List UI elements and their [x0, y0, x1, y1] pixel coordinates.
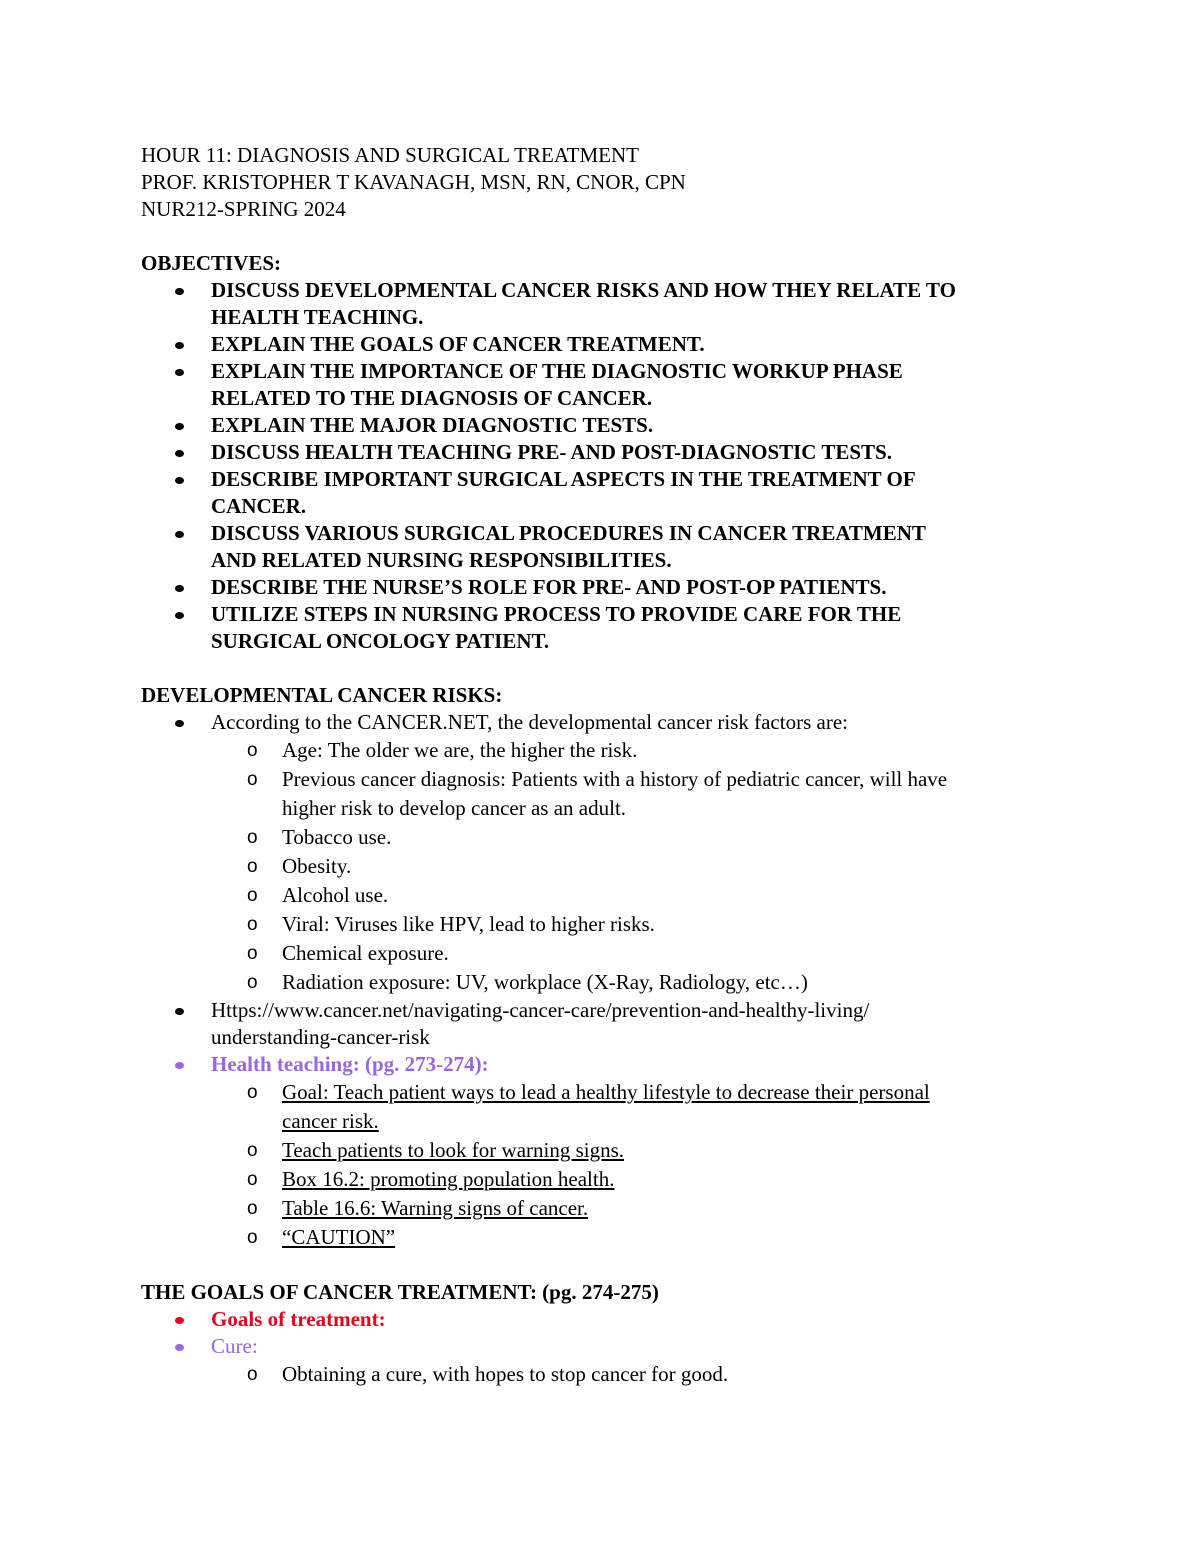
list-item: DESCRIBE IMPORTANT SURGICAL ASPECTS IN THE TREATMENT OF CANCER. [141, 466, 1061, 520]
list-item: o Radiation exposure: UV, workplace (X-Ray, Radiology, etc…) [141, 968, 1061, 997]
health-teaching-heading: Health teaching: (pg. 273-274): [141, 1051, 1061, 1078]
list-item: EXPLAIN THE IMPORTANCE OF THE DIAGNOSTIC WORKUP PHASE RELATED TO THE DIAGNOSIS OF CANCER. [141, 358, 1061, 412]
list-item: UTILIZE STEPS IN NURSING PROCESS TO PROVIDE CARE FOR THE SURGICAL ONCOLOGY PATIENT. [141, 601, 1061, 655]
bullet-icon [175, 342, 184, 349]
list-item: o Viral: Viruses like HPV, lead to higher risks. [141, 910, 1061, 939]
list-item: DISCUSS DEVELOPMENTAL CANCER RISKS AND HOW THEY RELATE TO HEALTH TEACHING. [141, 277, 1061, 331]
list-item: o Obtaining a cure, with hopes to stop cancer for good. [141, 1360, 1061, 1389]
list-item: o Table 16.6: Warning signs of cancer. [141, 1194, 1061, 1223]
circle-bullet-icon: o [247, 1227, 258, 1248]
bullet-icon [175, 1317, 184, 1324]
circle-bullet-icon: o [247, 1140, 258, 1161]
list-item: o Tobacco use. [141, 823, 1061, 852]
circle-bullet-icon: o [247, 827, 258, 848]
professor-line: PROF. KRISTOPHER T KAVANAGH, MSN, RN, CNOR, CPN [141, 170, 686, 194]
list-item: EXPLAIN THE GOALS OF CANCER TREATMENT. [141, 331, 1061, 358]
bullet-icon [175, 450, 184, 457]
course-title: HOUR 11: DIAGNOSIS AND SURGICAL TREATMENT [141, 143, 639, 167]
bullet-icon [175, 423, 184, 430]
bullet-icon [175, 531, 184, 538]
document-content [141, 142, 1061, 1389]
objectives-heading: OBJECTIVES: [141, 251, 282, 275]
list-item: o Goal: Teach patient ways to lead a healthy lifestyle to decrease their personal cancer risk. [247, 1080, 930, 1133]
reference-link[interactable]: Https://www.cancer.net/navigating-cancer-care/prevention-and-healthy-living/ understanding-cancer-risk [141, 997, 1061, 1051]
developmental-heading: DEVELOPMENTAL CANCER RISKS: [141, 683, 503, 707]
circle-bullet-icon: o [247, 740, 258, 761]
bullet-icon [175, 1008, 184, 1015]
bullet-icon [175, 477, 184, 484]
goals-of-treatment: Goals of treatment: [141, 1306, 1061, 1333]
circle-bullet-icon: o [247, 1082, 258, 1103]
bullet-icon [175, 369, 184, 376]
bullet-icon [175, 1062, 184, 1069]
circle-bullet-icon: o [247, 972, 258, 993]
list-item: DESCRIBE THE NURSE’S ROLE FOR PRE- AND POST-OP PATIENTS. [141, 574, 1061, 601]
list-item: DISCUSS VARIOUS SURGICAL PROCEDURES IN CANCER TREATMENT AND RELATED NURSING RESPONSIBILITIES. [141, 520, 1061, 574]
circle-bullet-icon: o [247, 914, 258, 935]
list-item: o Chemical exposure. [141, 939, 1061, 968]
circle-bullet-icon: o [247, 1169, 258, 1190]
list-item: o Obesity. [141, 852, 1061, 881]
list-item: o Age: The older we are, the higher the risk. [141, 736, 1061, 765]
list-item: o Teach patients to look for warning signs. [141, 1136, 1061, 1165]
circle-bullet-icon: o [247, 1364, 258, 1385]
health-teaching-list [141, 1078, 1061, 1252]
goals-heading: THE GOALS OF CANCER TREATMENT: (pg. 274-275) [141, 1280, 659, 1304]
cure-item: Cure: [141, 1333, 1061, 1360]
circle-bullet-icon: o [247, 856, 258, 877]
list-item: EXPLAIN THE MAJOR DIAGNOSTIC TESTS. [141, 412, 1061, 439]
bullet-icon [175, 720, 184, 727]
list-item: According to the CANCER.NET, the developmental cancer risk factors are: [141, 709, 1061, 736]
circle-bullet-icon: o [247, 885, 258, 906]
bullet-icon [175, 1344, 184, 1351]
objectives-list [141, 277, 1061, 655]
course-code: NUR212-SPRING 2024 [141, 197, 346, 221]
bullet-icon [175, 585, 184, 592]
bullet-icon [175, 612, 184, 619]
circle-bullet-icon: o [247, 943, 258, 964]
list-item: DISCUSS HEALTH TEACHING PRE- AND POST-DIAGNOSTIC TESTS. [141, 439, 1061, 466]
bullet-icon [175, 288, 184, 295]
list-item: o “CAUTION” [141, 1223, 1061, 1252]
circle-bullet-icon: o [247, 769, 258, 790]
circle-bullet-icon: o [247, 1198, 258, 1219]
risk-factor-list [141, 736, 1061, 997]
list-item: o Alcohol use. [141, 881, 1061, 910]
list-item: o Box 16.2: promoting population health. [141, 1165, 1061, 1194]
list-item: o Previous cancer diagnosis: Patients with a history of pediatric cancer, will have higher risk to develop cancer as an adult. [247, 767, 948, 820]
